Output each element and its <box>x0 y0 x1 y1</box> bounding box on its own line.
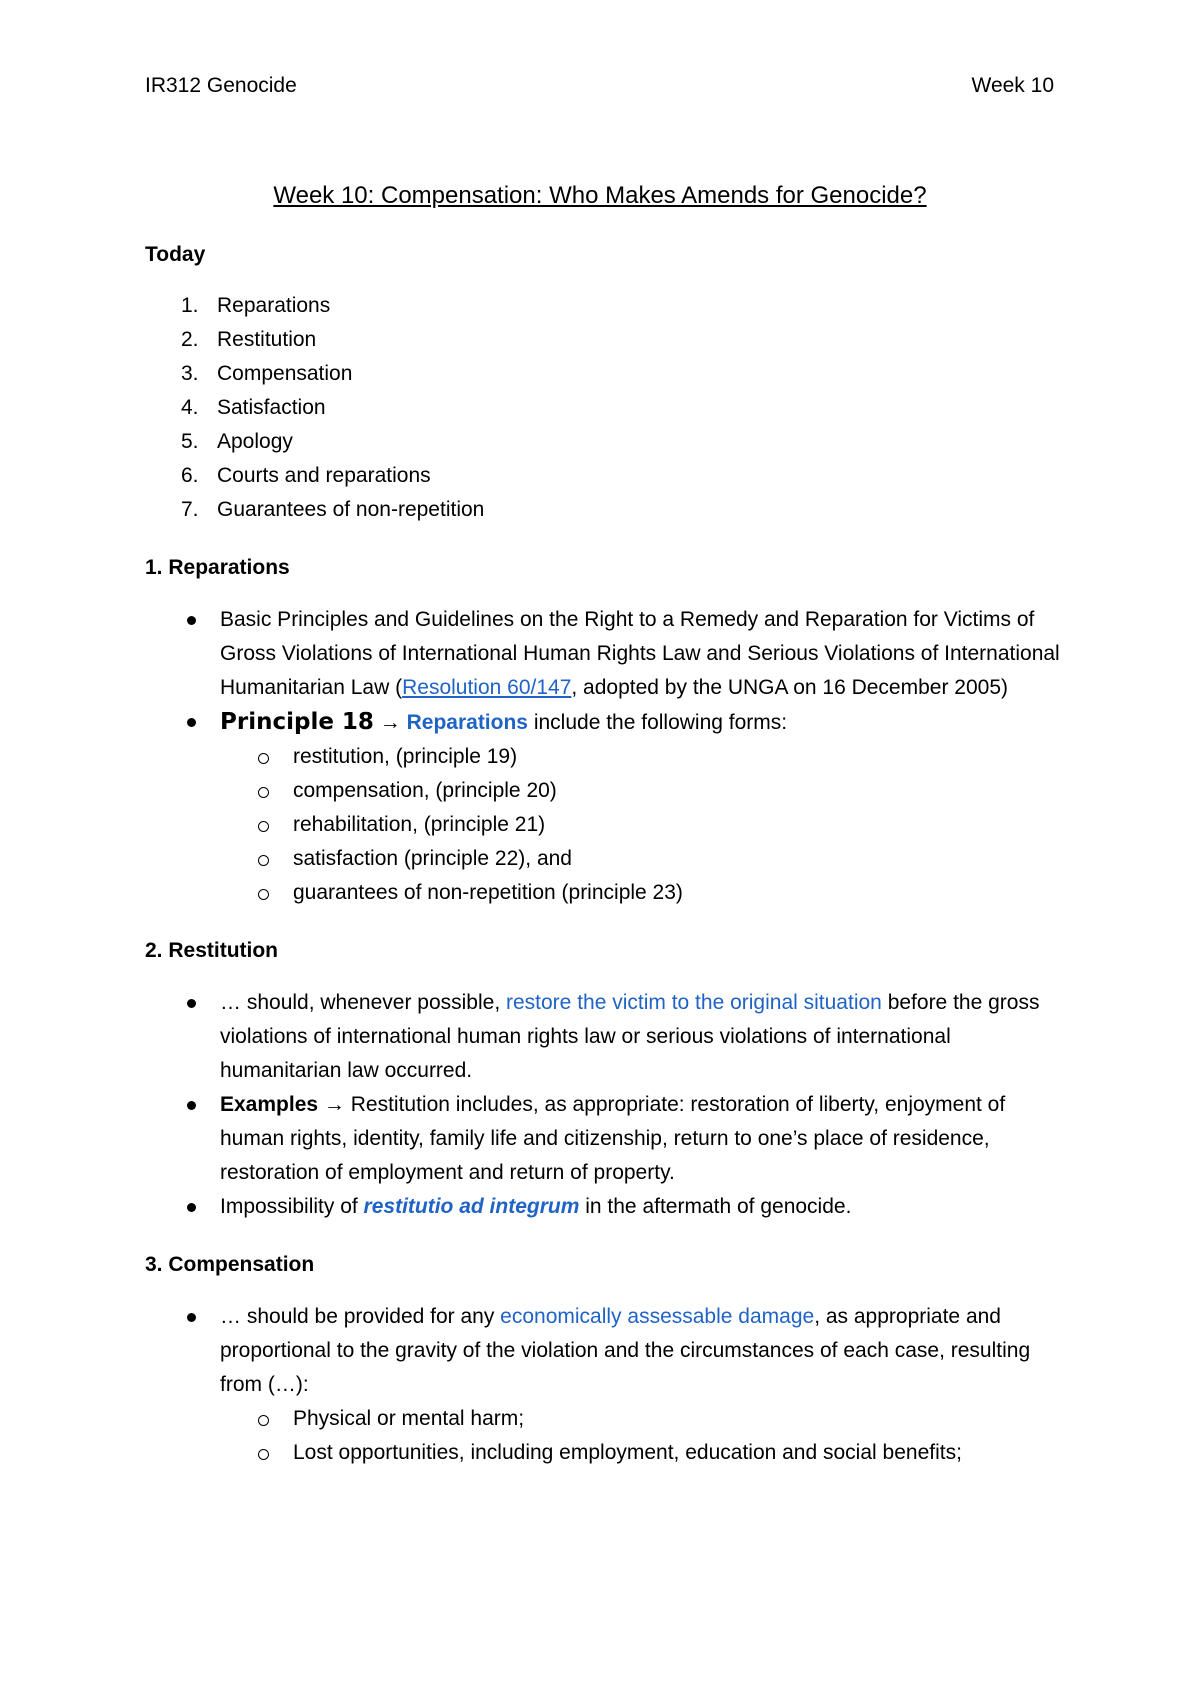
reparations-term: Reparations <box>406 711 528 734</box>
compensation-heading: 3. Compensation <box>145 1253 315 1276</box>
list-item: Basic Principles and Guidelines on the Right to a Remedy and Reparation for Victims of Gross Violations of International Human Rights Law and Serious Violations of International Humanitarian Law (Resolution 60/147, adopted by the UNGA on 16 December 2005) <box>145 603 1065 705</box>
list-item: Impossibility of restitutio ad integrum in the aftermath of genocide. <box>145 1190 1065 1224</box>
today-list <box>145 289 1065 527</box>
circle-bullet-icon <box>258 889 269 900</box>
list-item: Physical or mental harm; <box>220 1402 1065 1436</box>
reparations-list <box>145 603 1065 910</box>
circle-bullet-icon <box>258 753 269 764</box>
circle-bullet-icon <box>258 1415 269 1426</box>
reparations-heading: 1. Reparations <box>145 556 290 579</box>
harm-list <box>220 1402 1065 1470</box>
list-item: 2. Restitution <box>181 328 317 351</box>
list-item: 7. Guarantees of non-repetition <box>181 498 485 521</box>
today-heading: Today <box>145 243 206 266</box>
restitution-list <box>145 986 1065 1224</box>
bullet-icon <box>187 616 196 625</box>
forms-list <box>220 740 1065 910</box>
page-title: Week 10: Compensation: Who Makes Amends for Genocide? <box>273 182 927 209</box>
bullet-icon <box>187 1313 196 1322</box>
list-item: 1. Reparations <box>181 294 331 317</box>
list-item: … should, whenever possible, restore the victim to the original situation before the gross violations of international human rights law or serious violations of international humanitarian law occurred. <box>145 986 1065 1088</box>
header-week: Week 10 <box>971 74 1054 97</box>
circle-bullet-icon <box>258 1449 269 1460</box>
list-item: satisfaction (principle 22), and <box>220 842 1065 876</box>
list-item: Examples → Restitution includes, as appropriate: restoration of liberty, enjoyment of human rights, identity, family life and citizenship, return to one’s place of residence, restoration of employment and return of property. <box>145 1088 1065 1190</box>
examples-label: Examples → <box>220 1093 345 1116</box>
list-item: 4. Satisfaction <box>181 396 326 419</box>
list-item: compensation, (principle 20) <box>220 774 1065 808</box>
circle-bullet-icon <box>258 855 269 866</box>
principle-label: Principle 18 <box>220 709 374 735</box>
list-item: … should be provided for any economically assessable damage, as appropriate and proportional to the gravity of the violation and the circumstances of each case, resulting from (…): Physical or mental harm; Lost opportunities, including employment, education and social benefits; <box>145 1300 1065 1470</box>
resolution-link[interactable]: Resolution 60/147 <box>402 676 572 699</box>
restitution-heading: 2. Restitution <box>145 939 279 962</box>
list-item: restitution, (principle 19) <box>220 740 1065 774</box>
list-item: 6. Courts and reparations <box>181 464 431 487</box>
circle-bullet-icon <box>258 821 269 832</box>
list-item: Lost opportunities, including employment, education and social benefits; <box>220 1436 1065 1470</box>
header-course: IR312 Genocide <box>145 74 297 97</box>
circle-bullet-icon <box>258 787 269 798</box>
list-item: 3. Compensation <box>181 362 353 385</box>
compensation-list <box>145 1300 1065 1470</box>
list-item: guarantees of non-repetition (principle 23) <box>220 876 1065 910</box>
list-item: Principle 18 → Reparations include the following forms: restitution, (principle 19) compensation, (principle 20) rehabilitation, (principle 21) satisfaction (principle 22), and guarantees of non-repetition (principle 23) <box>145 705 1065 910</box>
bullet-icon <box>187 718 196 727</box>
bullet-icon <box>187 999 196 1008</box>
list-item: rehabilitation, (principle 21) <box>220 808 1065 842</box>
bullet-icon <box>187 1203 196 1212</box>
list-item: 5. Apology <box>181 430 293 453</box>
document-body <box>145 240 1065 1470</box>
bullet-icon <box>187 1101 196 1110</box>
